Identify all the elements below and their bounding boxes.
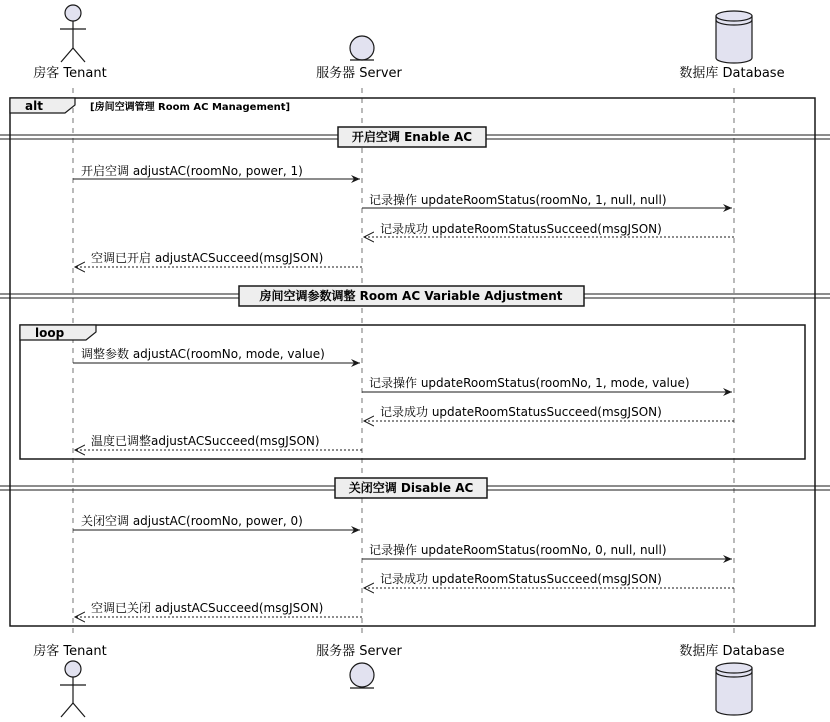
message-label: 记录成功 updateRoomStatusSucceed(msgJSON) <box>380 222 662 236</box>
loop-keyword: loop <box>35 326 65 340</box>
message-label: 记录成功 updateRoomStatusSucceed(msgJSON) <box>380 405 662 419</box>
enable-messages <box>73 163 734 267</box>
adjust-messages <box>73 346 734 450</box>
tenant-label-top: 房客 Tenant <box>33 66 107 81</box>
message-label: 空调已开启 adjustACSucceed(msgJSON) <box>91 251 324 265</box>
server-entity-top <box>316 36 402 81</box>
message-label: 开启空调 adjustAC(roomNo, power, 1) <box>81 164 303 178</box>
message-label: 温度已调整adjustACSucceed(msgJSON) <box>91 434 320 448</box>
server-label-top: 服务器 Server <box>316 66 402 81</box>
alt-keyword: alt <box>25 99 43 113</box>
section-label-adjust: 房间空调参数调整 Room AC Variable Adjustment <box>259 289 563 303</box>
actor-icon <box>60 5 86 62</box>
database-top <box>679 11 784 81</box>
separator-adjust <box>0 286 830 306</box>
separator-enable <box>0 127 830 147</box>
database-icon <box>716 11 752 63</box>
server-entity-bottom <box>316 644 402 688</box>
separator-disable <box>0 478 830 498</box>
actor-icon <box>60 661 86 717</box>
message-label: 关闭空调 adjustAC(roomNo, power, 0) <box>81 514 303 528</box>
message-label: 记录操作 updateRoomStatus(roomNo, 0, null, null) <box>369 543 667 557</box>
message-label: 空调已关闭 adjustACSucceed(msgJSON) <box>91 601 324 615</box>
message-label: 记录操作 updateRoomStatus(roomNo, 1, null, null) <box>369 193 667 207</box>
alt-guard: [房间空调管理 Room AC Management] <box>90 102 291 113</box>
tenant-actor-top <box>33 5 106 81</box>
message-label: 记录操作 updateRoomStatus(roomNo, 1, mode, value) <box>369 376 690 390</box>
server-label-bottom: 服务器 Server <box>316 644 402 659</box>
tenant-actor-bottom <box>33 643 106 717</box>
disable-messages <box>73 513 734 617</box>
database-label-bottom: 数据库 Database <box>679 644 785 659</box>
database-bottom <box>679 643 784 715</box>
database-icon <box>716 663 752 715</box>
message-label: 调整参数 adjustAC(roomNo, mode, value) <box>81 347 325 361</box>
section-label-enable: 开启空调 Enable AC <box>351 130 473 144</box>
message-label: 记录成功 updateRoomStatusSucceed(msgJSON) <box>380 572 662 586</box>
entity-icon <box>350 36 374 60</box>
tenant-label-bottom: 房客 Tenant <box>33 644 107 659</box>
entity-icon <box>350 663 374 688</box>
section-label-disable: 关闭空调 Disable AC <box>348 481 474 495</box>
database-label-top: 数据库 Database <box>679 66 785 81</box>
